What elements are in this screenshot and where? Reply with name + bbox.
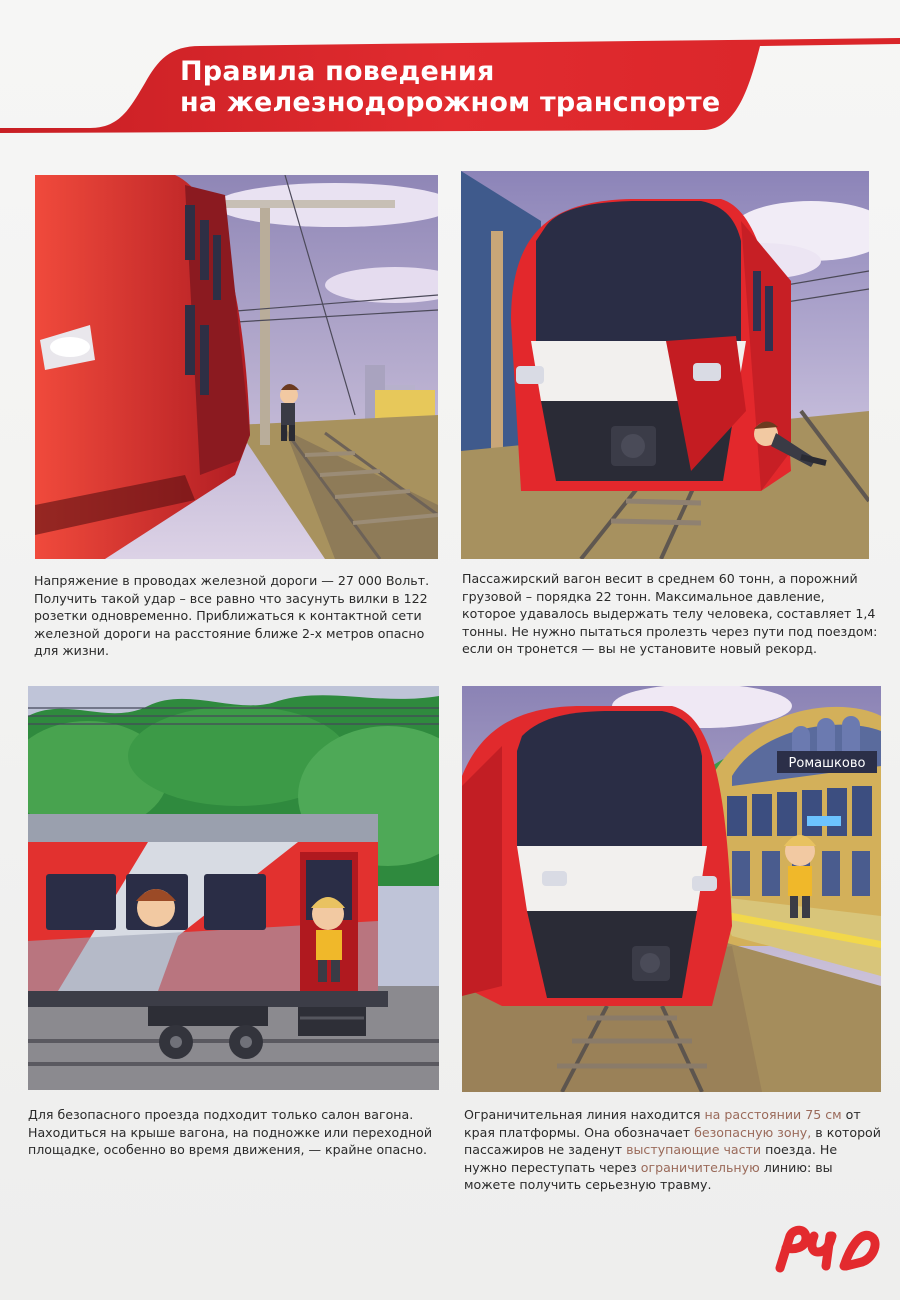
caption-power-lines: Напряжение в проводах железной дороги — 27 000 Вольт. Получить такой удар – все равно что засунуть вилки в 122 розетки одновременно. Приближаться к контактной сети железной дороги на расстояние ближе 2-х метров опасно для жизни.: [34, 573, 430, 658]
caption-part: в которой пассажиров не заденут: [464, 1124, 881, 1157]
caption-accent: выступающие части: [626, 1142, 762, 1157]
caption-part: Ограничительная линия находится: [464, 1107, 705, 1122]
caption-part: линию: вы можете получить серьезную травму.: [464, 1159, 833, 1192]
illustration-under-train: [461, 171, 869, 559]
illustration-train-door: [28, 686, 439, 1090]
station-sign-label: Ромашково: [788, 756, 866, 771]
caption-accent: на расстоянии 75 см: [704, 1107, 842, 1122]
caption-under-train: Пассажирский вагон весит в среднем 60 тонн, а порожний грузовой – порядка 22 тонн. Максимальное давление, которое удавалось выдержать телу человека, составляет 1,4 тонны. Не нужно пытаться пролезть через пути под поездом: если он тронется — вы не установите новый рекорд.: [462, 571, 878, 656]
rzd-logo-icon: [770, 1218, 890, 1278]
caption-part: поезда. Не нужно переступать через: [464, 1142, 838, 1175]
caption-platform-line: [464, 1106, 884, 1194]
title-line-2: на железнодорожном транспорте: [180, 87, 721, 118]
title-line-1: Правила поведения: [180, 56, 495, 87]
page-title: [180, 56, 720, 118]
illustration-platform-line: [462, 686, 881, 1092]
caption-train-door: Для безопасного проезда подходит только салон вагона. Находиться на крыше вагона, на подножке или переходной площадке, особенно во время движения, — крайне опасно.: [28, 1107, 433, 1157]
caption-accent: ограничительную: [640, 1159, 760, 1175]
caption-accent: безопасную зону,: [694, 1124, 812, 1140]
caption-part: от края платформы. Она обозначает: [464, 1107, 861, 1140]
illustration-power-lines: [35, 175, 438, 559]
